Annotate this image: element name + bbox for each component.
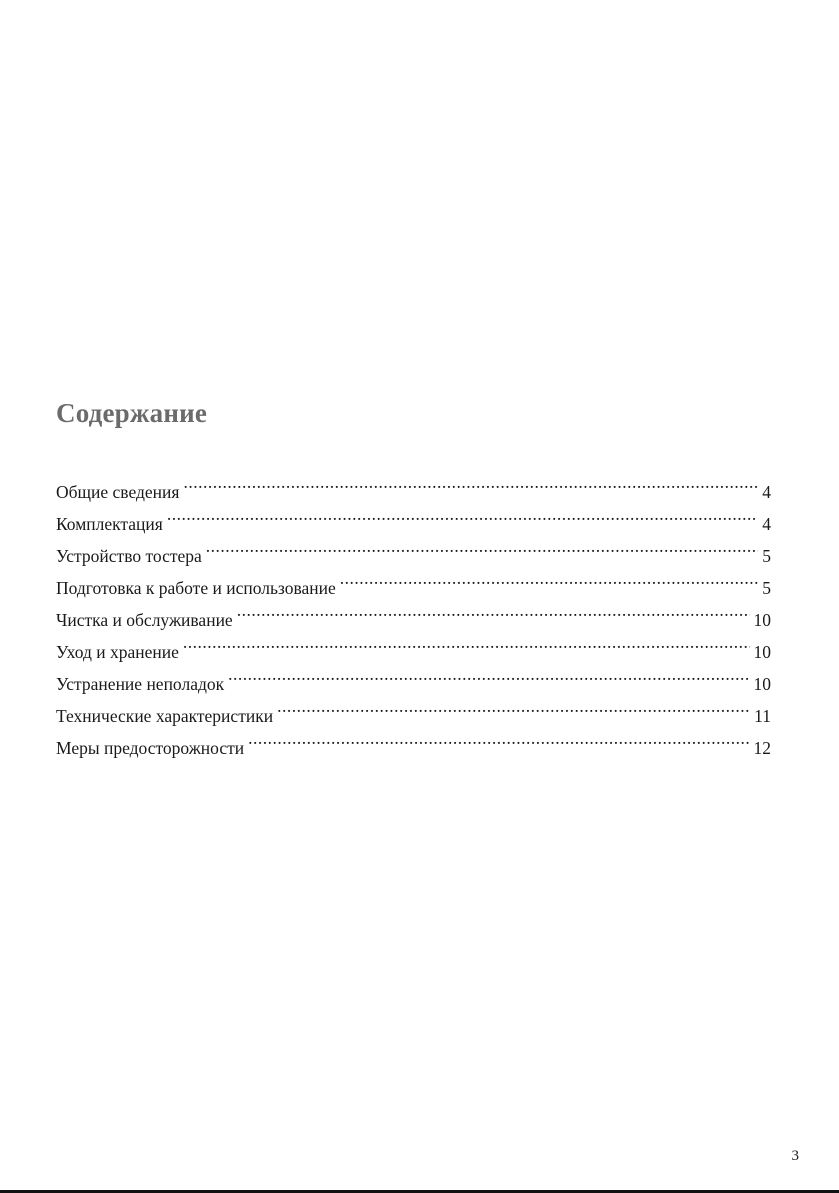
toc-leader-dots xyxy=(340,562,758,594)
toc-entry-label: Меры предосторожности xyxy=(56,738,245,758)
toc-entry-page: 4 xyxy=(762,482,771,502)
toc-title: Содержание xyxy=(56,398,208,428)
page-number: 3 xyxy=(791,1148,799,1164)
toc-entry-label: Чистка и обслуживание xyxy=(56,610,233,630)
toc-entry-page: 5 xyxy=(762,546,771,566)
toc-list xyxy=(56,466,771,758)
toc-leader-dots xyxy=(228,658,749,690)
toc-entry-label: Подготовка к работе и использование xyxy=(56,578,336,598)
toc-leader-dots xyxy=(237,594,750,626)
toc-leader-dots xyxy=(277,690,750,722)
toc-entry-page: 12 xyxy=(753,738,771,758)
toc-leader-dots xyxy=(183,626,750,658)
toc-leader-dots xyxy=(206,530,758,562)
toc-entry-page: 10 xyxy=(753,674,771,694)
toc-leader-dots xyxy=(183,466,758,498)
toc-entry-label: Общие сведения xyxy=(56,482,180,502)
toc-entry-page: 4 xyxy=(762,514,771,534)
toc-entry-label: Комплектация xyxy=(56,514,163,534)
toc-entry-label: Уход и хранение xyxy=(56,642,179,662)
toc-entry-page: 10 xyxy=(753,642,771,662)
toc-entry-page: 11 xyxy=(754,706,771,726)
toc-leader-dots xyxy=(248,722,749,754)
toc-entry-page: 10 xyxy=(753,610,771,630)
toc-entry-general-info[interactable] xyxy=(56,466,771,502)
toc-entry-label: Технические характеристики xyxy=(56,706,274,726)
toc-entry-label: Устранение неполадок xyxy=(56,674,225,694)
toc-leader-dots xyxy=(167,498,758,530)
toc-entry-page: 5 xyxy=(762,578,771,598)
toc-entry-label: Устройство тостера xyxy=(56,546,202,566)
